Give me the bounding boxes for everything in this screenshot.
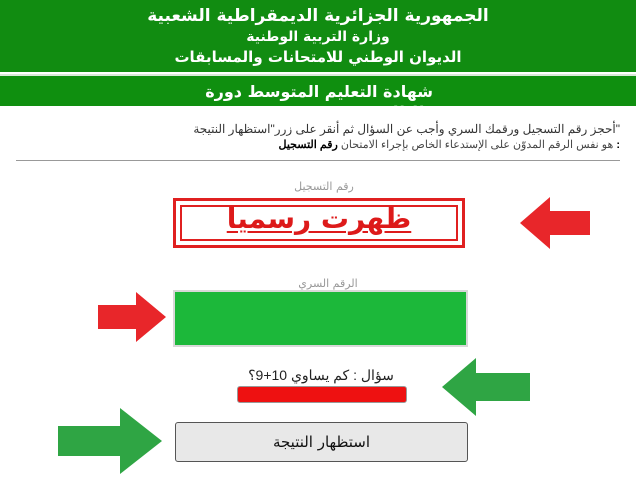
header-ministry: وزارة التربية الوطنية bbox=[246, 29, 390, 45]
instructions-main: أحجز رقم التسجيل ورقمك السري وأجب عن السؤال ثم أنقر على زرر"استظهار النتيجة" bbox=[193, 122, 620, 136]
instructions-note-text: هو نفس الرقم المدوّن على الإستدعاء الخاص بإجراء الامتحان bbox=[340, 139, 614, 151]
registration-label: رقم التسجيل bbox=[294, 180, 354, 193]
registration-value: ظهرت رسميا bbox=[226, 202, 412, 235]
arrow-right-red-icon bbox=[96, 290, 168, 344]
header-banner bbox=[0, 0, 636, 72]
registration-input[interactable] bbox=[173, 198, 465, 248]
header-office: الديوان الوطني للامتحانات والمسابقات bbox=[174, 48, 462, 66]
pin-label: الرقم السري bbox=[298, 277, 358, 290]
arrow-left-green-icon bbox=[440, 356, 532, 418]
captcha-question: سؤال : كم يساوي 10+9؟ bbox=[248, 367, 394, 383]
divider bbox=[16, 160, 620, 161]
pin-input[interactable] bbox=[173, 290, 468, 347]
arrow-right-green-icon bbox=[56, 406, 164, 476]
submit-button[interactable]: استظهار النتيجة bbox=[175, 422, 468, 462]
instructions-note bbox=[20, 138, 620, 151]
instructions-note-label: رقم التسجيل : bbox=[278, 139, 620, 151]
captcha-input[interactable] bbox=[237, 386, 407, 403]
exam-title: شهادة التعليم المتوسط دورة ٢٠٢٠ bbox=[205, 82, 433, 120]
arrow-left-red-icon bbox=[518, 195, 592, 251]
exam-title-bar bbox=[0, 74, 636, 120]
header-country: الجمهورية الجزائرية الديمقراطية الشعبية bbox=[147, 6, 489, 26]
